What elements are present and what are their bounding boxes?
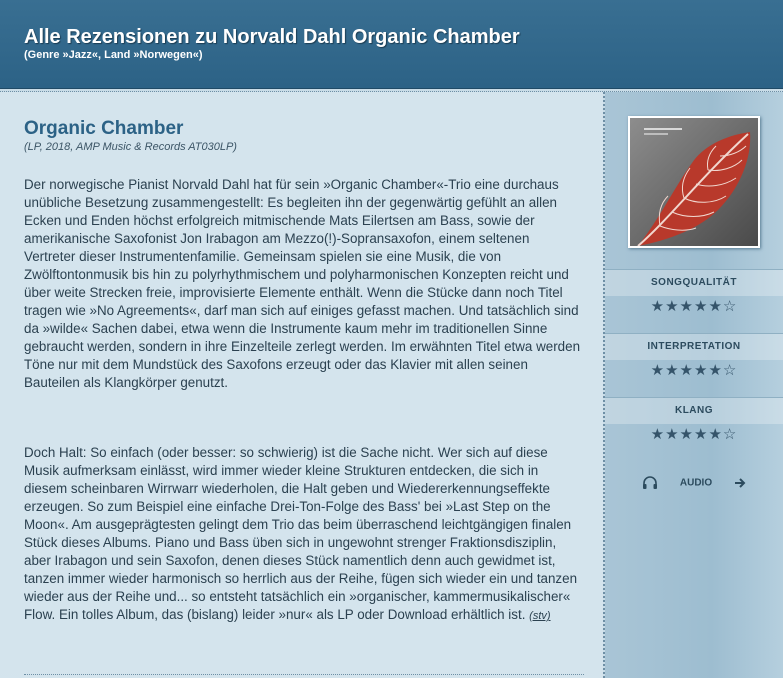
rating-label-klang: KLANG [605, 397, 783, 424]
review-paragraph-2 [24, 444, 584, 625]
album-title: Organic Chamber [24, 118, 184, 139]
rating-label-songqualitaet: SONGQUALITÄT [605, 269, 783, 296]
review-content [0, 92, 603, 678]
headphones-icon [642, 478, 661, 489]
album-cover[interactable] [628, 116, 760, 248]
content-divider [24, 674, 584, 675]
album-cover-art [630, 118, 758, 246]
sidebar [605, 92, 783, 678]
page-subtitle: (Genre »Jazz«, Land »Norwegen«) [24, 49, 203, 61]
review-paragraph-1: Der norwegische Pianist Norvald Dahl hat für sein »Organic Chamber«-Trio eine durchaus unübliche Besetzung zusammengestellt: Es begleiten ihn der gegenwärtig gefühlt an allen Ecken und Enden höchst erfolgreich mitmischende Mats Eilertsen am Bass, sowie der amerikanische Saxofonist Jon Irabagon am Mezzo(!)-Sopransaxofon, einem seltenen Vertreter dieser Instrumentenfamilie. Gemeinsam spielen sie eine Musik, die von Zwölftontonmusik bis hin zu polyrhythmischem und polyharmonischen Konzepten reicht und über weite Strecken freie, improvisierte Elemente enthält. Wenn die Stücke dann noch Titel tragen wie »No Agreements«, darf man sich auf einiges gefasst machen. Und tatsächlich sind da »wilde« Sachen dabei, etwa wenn die Instrumente kaum mehr im traditionellen Sinne gebraucht werden, sondern in ihre Einzelteile zerlegt werden. Im erwähnten Titel etwa werden Töne nur mit dem Mundstück des Saxofons erzeugt oder das Klavier mit allen seinen Bauteilen als Klangkörper genutzt. [24, 177, 581, 390]
author-link[interactable]: (stv) [529, 610, 551, 622]
review-paragraph-2-text: Doch Halt: So einfach (oder besser: so schwierig) ist die Sache nicht. Wer sich auf diese Musik aufmerksam einlässt, wird immer wieder kleine Strukturen entdecken, die sich in diesem scheinbaren Wirrwarr wiederholen, die Halt geben und Wiedererkennungseffekte erzeugen. So zum Beispiel eine einfache Drei-Ton-Folge des Bass' bei »Last Step on the Moon«. Am ausgeprägtesten gelingt dem Trio das beim überraschend leichtgängigen finalen Stück dieses Albums. Piano und Bass üben sich in ungewohnt strenger Fraktionsdisziplin, aber Irabagon und sein Saxofon, denen dieses Stück namentlich denn auch gewidmet ist, tanzen immer wieder harmonisch so herrlich aus der Reihe, fügen sich wieder ein und tanzen wieder aus der Reihe und... so entsteht tatsächlich ein »organischer, kammermusikalischer« Flow. Ein tolles Album, das (bislang) leider »nur« als LP oder Download erhältlich ist. [24, 445, 578, 622]
audio-link[interactable] [605, 476, 783, 496]
arrow-right-icon [734, 478, 746, 489]
album-details: (LP, 2018, AMP Music & Records AT030LP) [24, 141, 237, 153]
rating-stars-songqualitaet: ★★★★★☆ [650, 298, 738, 315]
rating-label-interpretation: INTERPRETATION [605, 333, 783, 360]
audio-label: AUDIO [679, 477, 713, 489]
rating-stars-interpretation: ★★★★★☆ [650, 362, 738, 379]
rating-stars-klang: ★★★★★☆ [650, 426, 738, 443]
page-title: Alle Rezensionen zu Norvald Dahl Organic Chamber [24, 26, 520, 48]
page-header [0, 0, 783, 89]
